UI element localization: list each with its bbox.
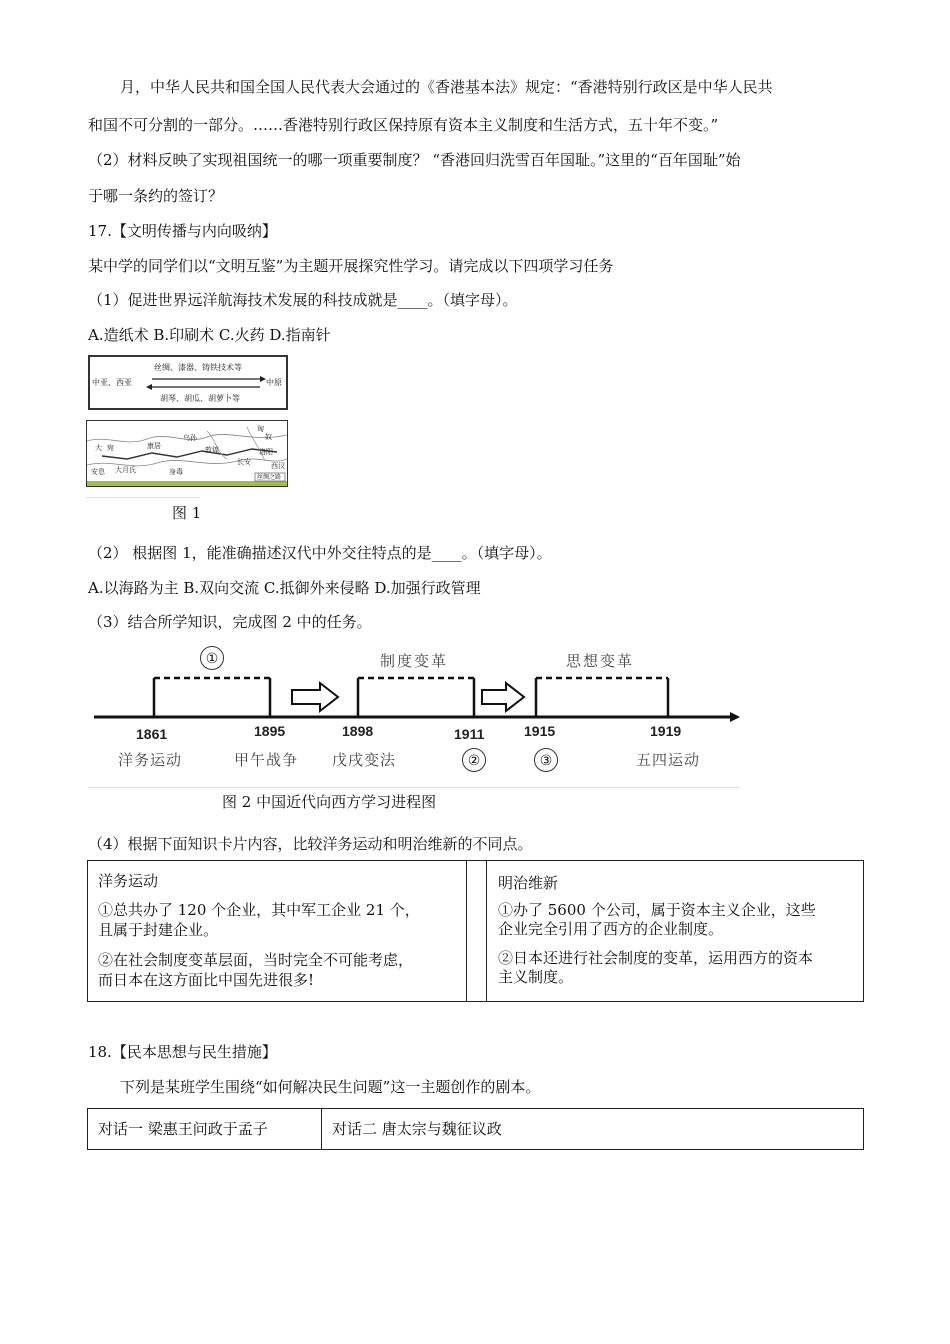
script-table [87, 1108, 864, 1150]
exchange-bottom-label: 胡琴、胡瓜、胡萝卜等 [160, 394, 240, 403]
map-label-nu: 奴 [265, 433, 272, 441]
material-line-2: 和国不可分割的一部分。……香港特别行政区保持原有资本主义制度和生活方式，五十年不变。” [88, 116, 719, 134]
q16-sub2-line-1: （2）材料反映了实现祖国统一的哪一项重要制度？ “香港回归洗雪百年国耻。”这里的“百年国耻”始 [88, 151, 741, 169]
card-right-p2-b: 主义制度。 [498, 968, 574, 986]
card-right-p1-b: 企业完全引用了西方的企业制度。 [498, 920, 724, 938]
map-label-xiong: 匈 [257, 425, 264, 433]
q17-heading: 17.【文明传播与内向吸纳】 [88, 222, 277, 240]
q17-sub1-options: A.造纸术 B.印刷术 C.火药 D.指南针 [88, 326, 331, 344]
exchange-top-label: 丝绸、漆器、铸铁技术等 [154, 363, 242, 372]
event-may-fourth-movement: 五四运动 [636, 752, 701, 769]
exchange-right-label: 中原 [266, 378, 282, 387]
figure1-divider [86, 497, 200, 498]
card-left-p1-a: ①总共办了 120 个企业，其中军工企业 21 个， [98, 901, 420, 919]
card-right-title: 明治维新 [498, 874, 559, 892]
card-left-p2-a: ②在社会制度变革层面，当时完全不可能考虑， [98, 951, 414, 969]
map-label-da: 大 [95, 444, 102, 452]
q17-sub4: （4）根据下面知识卡片内容，比较洋务运动和明治维新的不同点。 [88, 835, 533, 853]
task-circle-1: ① [200, 646, 224, 670]
silk-road-map [86, 420, 288, 487]
map-label-luoyang: 洛阳 [259, 448, 273, 456]
year-1898: 1898 [342, 723, 374, 739]
q17-intro: 某中学的同学们以“文明互鉴”为主题开展探究性学习。请完成以下四项学习任务 [88, 257, 614, 275]
figure2-divider [88, 787, 740, 788]
map-label-wusun: 乌孙 [183, 434, 197, 442]
label-thought-reform: 思想变革 [566, 653, 635, 670]
timeline-figure [88, 640, 743, 785]
map-label-changan: 长安 [237, 458, 251, 466]
card-right-p1-a: ①办了 5600 个公司，属于资本主义企业，这些 [498, 901, 816, 919]
map-label-kangju: 康居 [147, 442, 161, 450]
card-divider-right [486, 861, 487, 1001]
dialog-1: 对话一 梁惠王问政于孟子 [98, 1120, 268, 1138]
map-label-xihan: 西汉 [271, 462, 285, 470]
map-label-anxi: 安息 [91, 468, 105, 476]
event-westernization-movement: 洋务运动 [118, 752, 183, 769]
exchange-diagram [88, 355, 288, 410]
q17-sub3: （3）结合所学知识，完成图 2 中的任务。 [88, 613, 372, 631]
event-sino-japanese-war: 甲午战争 [234, 752, 299, 769]
task-circle-3: ③ [534, 748, 558, 772]
knowledge-card [87, 860, 864, 1002]
year-1915: 1915 [524, 723, 556, 739]
exchange-left-label: 中亚、西亚 [92, 378, 132, 387]
map-label-wan: 宛 [107, 444, 114, 452]
map-legend-silkroad: 丝绸之路 [257, 474, 282, 481]
script-table-divider [321, 1109, 322, 1149]
q17-sub2-options: A.以海路为主 B.双向交流 C.抵御外来侵略 D.加强行政管理 [88, 579, 481, 597]
year-1911: 1911 [454, 726, 485, 742]
figure1-caption: 图 1 [172, 504, 202, 522]
year-1861: 1861 [136, 726, 168, 742]
card-left-p2-b: 而日本在这方面比中国先进很多! [98, 971, 315, 989]
q18-heading: 18.【民本思想与民生措施】 [88, 1043, 277, 1061]
material-line-1: 月，中华人民共和国全国人民代表大会通过的《香港基本法》规定：“香港特别行政区是中华人民共 [120, 78, 773, 96]
map-label-dayuezhi: 大月氏 [115, 466, 136, 474]
dialog-2: 对话二 唐太宗与魏征议政 [332, 1120, 502, 1138]
map-label-dunhuang: 敦煌 [205, 446, 219, 454]
figure2-caption: 图 2 中国近代向西方学习进程图 [222, 793, 437, 811]
map-label-shendu: 身毒 [169, 468, 183, 476]
card-right-p2-a: ②日本还进行社会制度的变革，运用西方的资本 [498, 949, 814, 967]
card-left-p1-b: 且属于封建企业。 [98, 921, 219, 939]
event-hundred-days-reform: 戊戌变法 [332, 752, 397, 769]
label-system-reform: 制度变革 [380, 653, 449, 670]
q17-sub2: （2） 根据图 1，能准确描述汉代中外交往特点的是____。（填字母）。 [88, 544, 552, 562]
year-1919: 1919 [650, 723, 682, 739]
q18-intro: 下列是某班学生围绕“如何解决民生问题”这一主题创作的剧本。 [120, 1078, 541, 1096]
card-left-title: 洋务运动 [98, 872, 159, 890]
q16-sub2-line-2: 于哪一条约的签订？ [88, 187, 224, 205]
task-circle-2: ② [462, 748, 486, 772]
year-1895: 1895 [254, 723, 286, 739]
q17-sub1: （1）促进世界远洋航海技术发展的科技成就是____。（填字母）。 [88, 291, 518, 309]
card-divider-left [466, 861, 467, 1001]
